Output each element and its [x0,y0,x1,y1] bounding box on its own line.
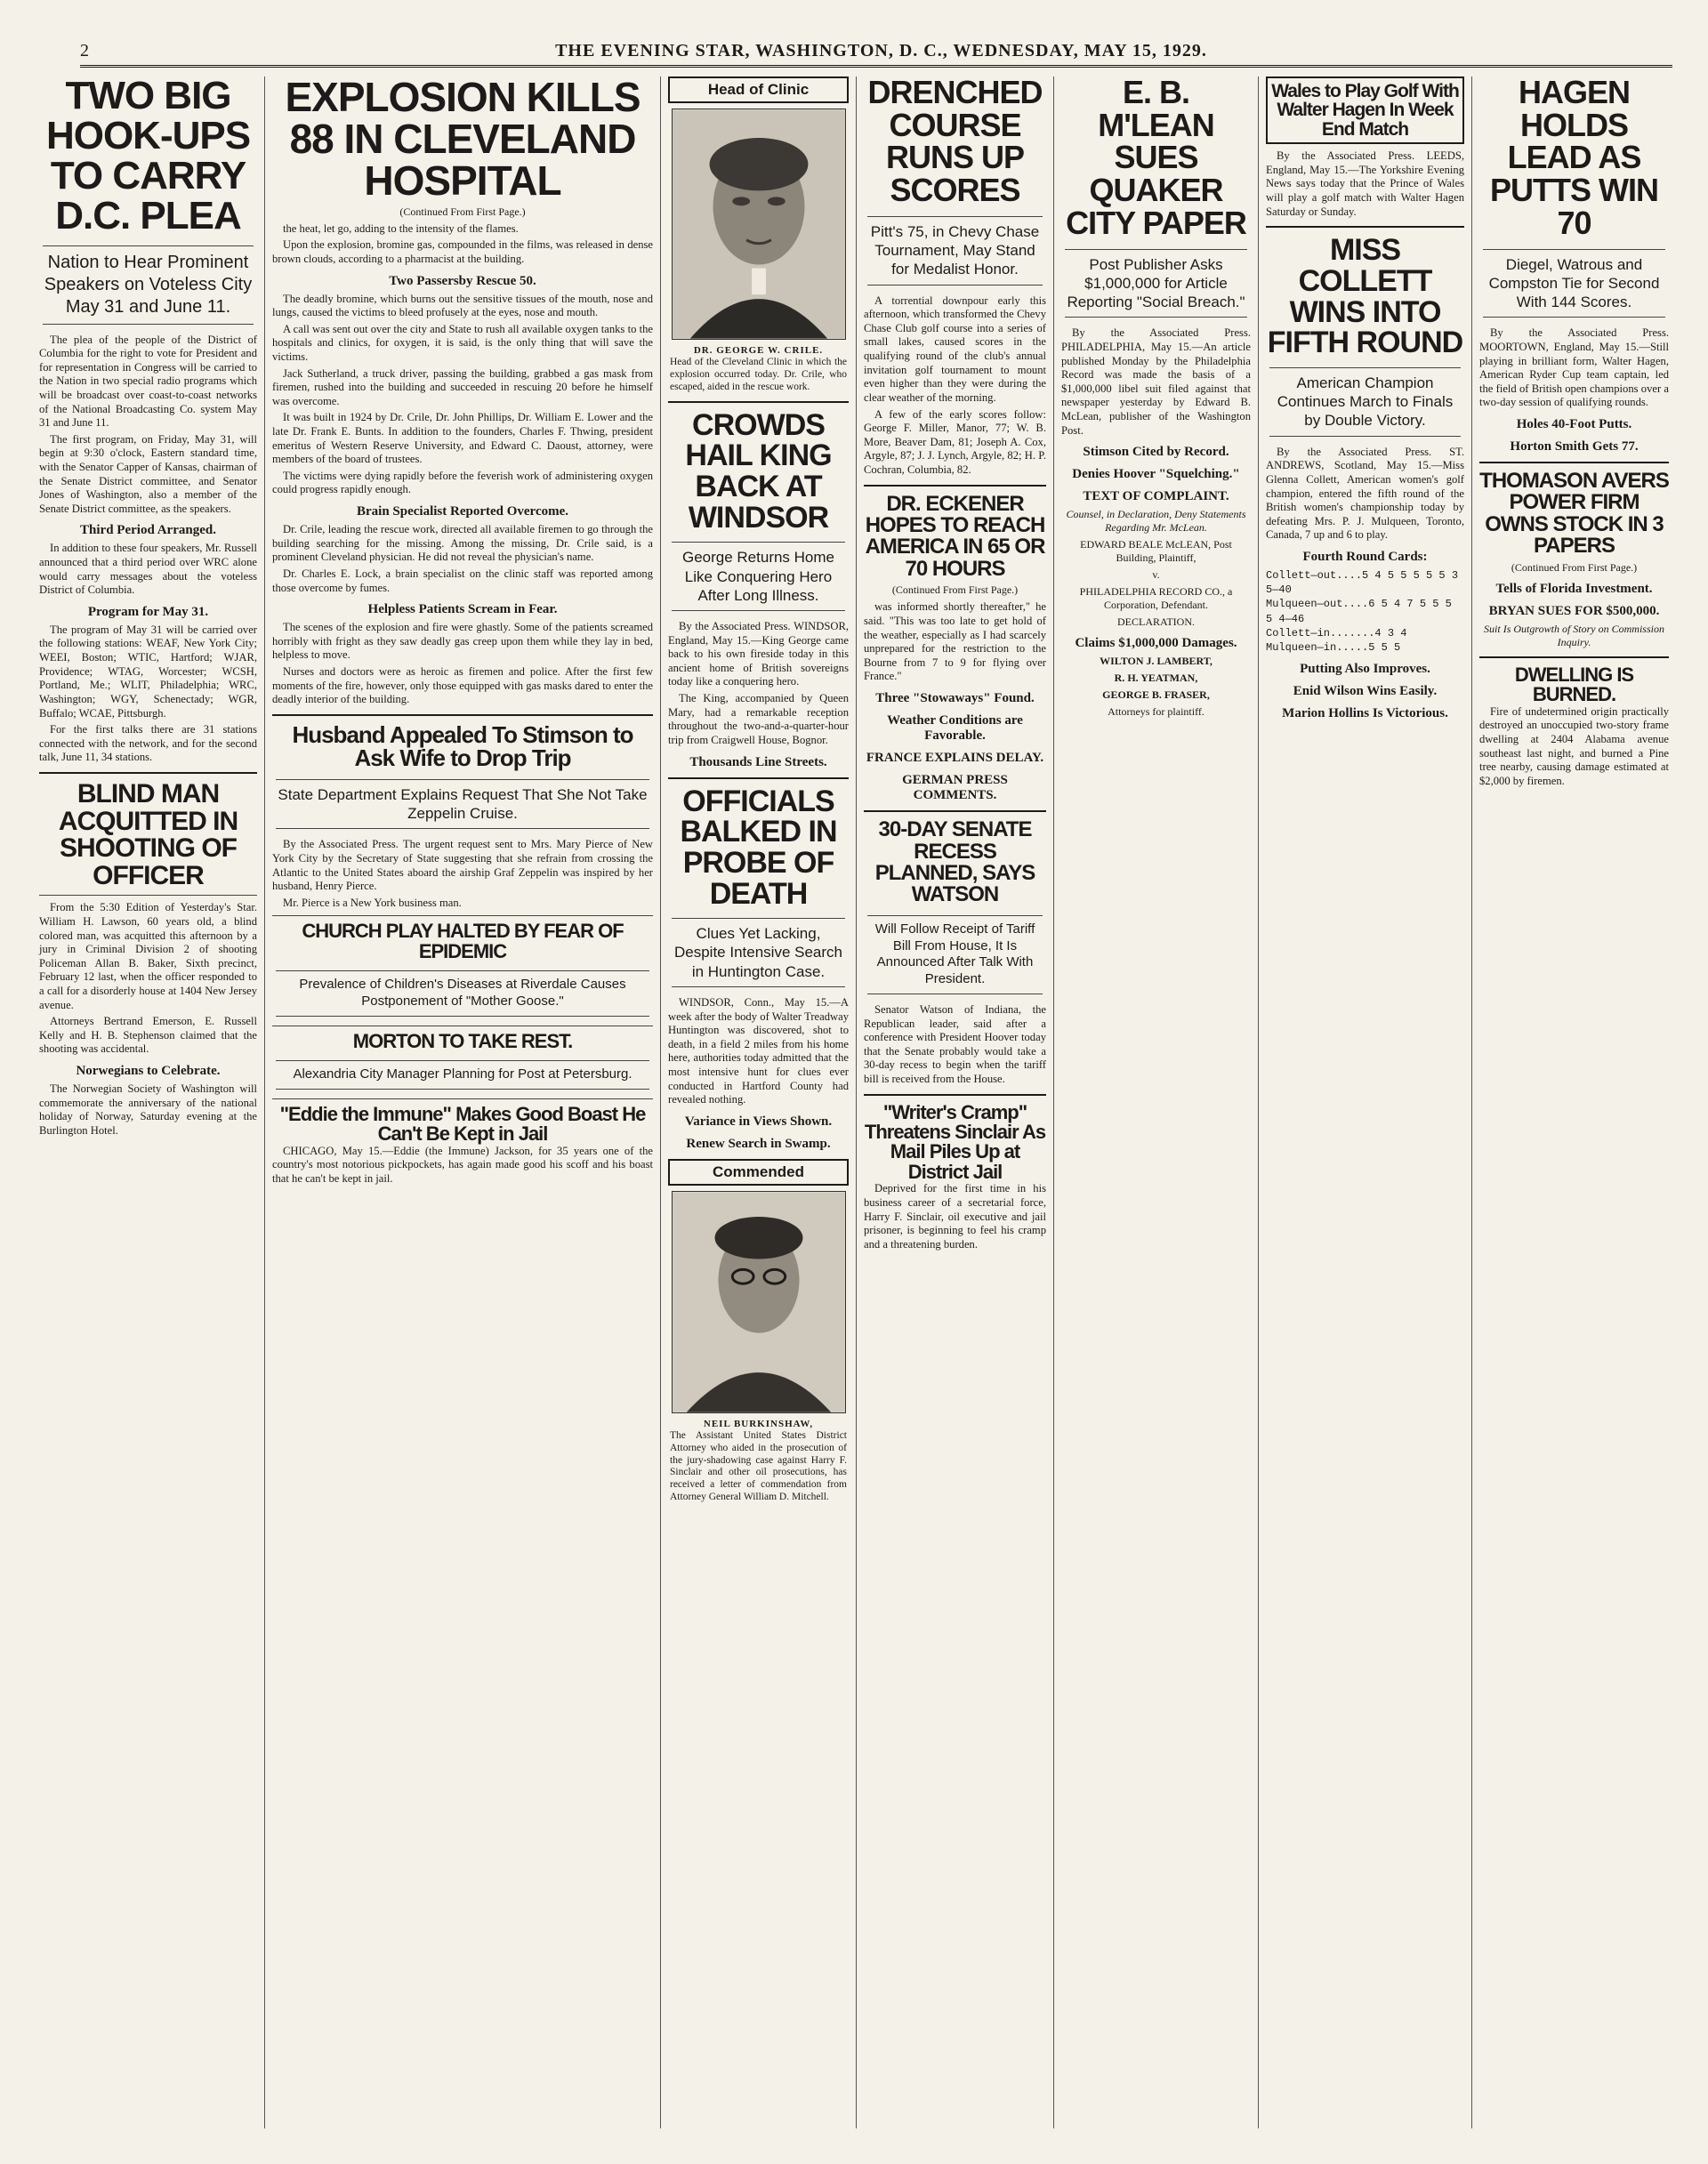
article-paragraph: A torrential downpour early this afternoon, which transformed the Chevy Chase Club golf course into a series of small lakes, caused scores in the qualifying round of the club's annual invitation golf tournament to mount even higher than they were during the clear weather of the morning. [864,294,1046,404]
thin-rule [39,895,257,896]
article-paragraph: The first program, on Friday, May 31, will begin at 9:30 o'clock, Eastern standard time, with the Senator Capper of Kansas, chairman of the Senate District committee, and Senator Jones of Washington, also a member of the Senate District committee, as the speakers. [39,432,257,515]
article-paragraph: By the Associated Press. MOORTOWN, England, May 15.—Still playing in brilliant form, Walter Hagen, American Ryder Cup team captain, led the field of British open champions over a two-day session of qualifying rounds. [1479,326,1669,409]
deck-miss-collett: American Champion Continues March to Finals by Double Victory. [1269,367,1461,437]
subhead: BRYAN SUES FOR $500,000. [1488,603,1660,618]
headline-senate-recess: 30-DAY SENATE RECESS PLANNED, SAYS WATSON [874,817,1035,907]
subhead: Stimson Cited by Record. [1083,445,1229,460]
complaint-caption-line: PHILADELPHIA RECORD CO., a Corporation, Defendant. [1079,585,1233,612]
headline-drenched-course: DRENCHED COURSE RUNS UP SCORES [867,76,1043,209]
deck-senate-recess: Will Follow Receipt of Tariff Bill From House, It Is Announced After Talk With President. [867,915,1043,994]
column-3 [661,76,857,2128]
article-paragraph: the heat, let go, adding to the intensity of the flames. [283,221,519,235]
score-card-line: Collett—out....5 4 5 5 5 5 5 3 5—40 [1266,568,1459,597]
article-paragraph: By the Associated Press. LEEDS, England, May 15.—The Yorkshire Evening News says today that the Prince of Wales will play a golf match with Walter Hagen Saturday or Sunday. [1266,149,1464,218]
article-paragraph: By the Associated Press. WINDSOR, England, May 15.—King George came back to his own fireside today in this ancient home of British sovereigns today like a conquering hero. [668,620,849,688]
column-rule [272,714,653,716]
photo-label-head-of-clinic: Head of Clinic [668,76,849,103]
column-4 [857,76,1054,2128]
column-rule [1266,226,1464,228]
complaint-caption-line: EDWARD BEALE McLEAN, Post Building, Plaintiff, [1080,538,1232,565]
subhead: Two Passersby Rescue 50. [389,273,536,288]
article-paragraph: was informed shortly thereafter," he said. "This was too late to get hold of the weather, especially as I had scarcely unprepared for the restriction to the Bourne from 7 to 9 for flying over France." [864,600,1046,683]
column-6 [1259,76,1472,2128]
column-rule [668,777,849,779]
column-rule [1479,656,1669,658]
subhead: Enid Wilson Wins Easily. [1293,684,1438,699]
page-number: 2 [80,41,90,60]
headline-dwelling-burned: DWELLING IS BURNED. [1514,663,1634,706]
thin-rule [272,915,653,916]
subhead: GERMAN PRESS COMMENTS. [902,773,1008,803]
caption-text: The Assistant United States District Attorney who aided in the prosecution of the jury-shadowing case against Harry F. Sinclair and other oil prosecutions, has received a letter of commendation from Attorney General William D. Mitchell. [670,1430,847,1502]
complaint-caption-line: DECLARATION. [1117,615,1195,629]
masthead-line: THE EVENING STAR, WASHINGTON, D. C., WEDNESDAY, MAY 15, 1929. [555,41,1207,60]
complaint-caption-line: v. [1152,568,1160,582]
subhead: Horton Smith Gets 77. [1510,439,1639,454]
headline-morton: MORTON TO TAKE REST. [352,1029,573,1052]
headline-officials-balked: OFFICIALS BALKED IN PROBE OF DEATH [680,784,837,911]
column-rule [39,772,257,774]
headline-blind-man: BLIND MAN ACQUITTED IN SHOOTING OF OFFICER [58,778,238,890]
article-paragraph: In addition to these four speakers, Mr. Russell announced that a third period over WRC alone would carry messages about the voteless District of Columbia. [39,542,257,597]
subhead-deck: Counsel, in Declaration, Deny Statements Regarding Mr. McLean. [1066,508,1246,535]
column-7 [1472,76,1676,2128]
deck-mclean-sues: Post Publisher Asks $1,000,000 for Article Reporting "Social Breach." [1065,249,1247,318]
subhead: Program for May 31. [87,604,209,619]
subhead: FRANCE EXPLAINS DELAY. [866,751,1044,766]
article-paragraph: From the 5:30 Edition of Yesterday's Star. William H. Lawson, 60 years old, a blind colored man, was acquitted this afternoon by a jury in Criminal Division 2 of shooting Policeman Allan B. Baker, Sixth precinct, February 12 last, when the officer responded to a call for a disorderly house at 1404 New Jersey avenue. [39,901,257,1011]
article-paragraph: Dr. Crile, leading the rescue work, directed all available firemen to go through the building searching for the missing. Among the missing, Dr. Crile said, is a prominent Cleveland physician. He did not reveal the physician's name. [272,523,653,564]
subhead: Renew Search in Swamp. [686,1136,831,1151]
headline-hookups: TWO BIG HOOK-UPS TO CARRY D.C. PLEA [45,76,251,237]
continued-note: (Continued From First Page.) [1511,560,1638,574]
deck-officials-balked: Clues Yet Lacking, Despite Intensive Search in Huntington Case. [672,918,845,987]
column-rule [1479,462,1669,463]
article-paragraph: By the Associated Press. ST. ANDREWS, Scotland, May 15.—Miss Glenna Collett, American women's golf champion, entered the fifth round of the British women's championship today by defeating Mrs. P. J. Mulqueen, Toronto, Canada, 7 up and 6 to play. [1266,445,1464,542]
subhead: Weather Conditions are Favorable. [887,713,1023,744]
caption-name: NEIL BURKINSHAW, [703,1418,814,1429]
page-folio [80,36,1672,68]
deck-drenched-course: Pitt's 75, in Chevy Chase Tournament, May Stand for Medalist Honor. [867,216,1043,286]
caption-name: DR. GEORGE W. CRILE. [693,345,824,356]
column-2 [265,76,661,2128]
score-card-line: Collett—in.......4 3 4 [1266,626,1407,640]
headline-thomason: THOMASON AVERS POWER FIRM OWNS STOCK IN 3 PAPERS [1479,469,1669,559]
article-paragraph: For the first talks there are 31 stations connected with the network, and for the second talk, June 11, 34 stations. [39,723,257,764]
headline-eddie-immune: "Eddie the Immune" Makes Good Boast He Can't Be Kept in Jail [279,1102,646,1146]
article-paragraph: By the Associated Press. The urgent request sent to Mrs. Mary Pierce of New York City by the Secretary of State suggesting that she refrain from crossing the Atlantic to the United States aboard the airship Graf Zeppelin was inspired by her husband, Henry Pierce. [272,838,653,893]
article-paragraph: Senator Watson of Indiana, the Republican leader, said after a conference with President Hoover today that the Senate probably would take a 30-day recess to begin when the tariff bill is received from the House. [864,1002,1046,1085]
burkinshaw-portrait [672,1191,846,1413]
column-rule [864,485,1046,487]
subhead: Helpless Patients Scream in Fear. [367,602,558,617]
article-paragraph: Jack Sutherland, a truck driver, passing the building, grabbed a gas mask from firemen, rushed into the building and succeeded in rescuing 20 before he himself was overcome. [272,366,653,407]
article-paragraph: Fire of undetermined origin practically destroyed an unoccupied two-story frame dwelling at 2404 Alabama avenue southeast last night, and burned a Pine tree nearby, causing damage estimated at $2,000 by firemen. [1479,704,1669,787]
photo-caption [670,345,847,394]
headline-explosion: EXPLOSION KILLS 88 IN CLEVELAND HOSPITAL [285,76,640,204]
subhead: Claims $1,000,000 Damages. [1075,636,1237,651]
subhead: TEXT OF COMPLAINT. [1083,489,1229,504]
column-5 [1054,76,1259,2128]
continued-note: (Continued From First Page.) [891,583,1019,597]
headline-writers-cramp: "Writer's Cramp" Threatens Sinclair As Mail Piles Up at District Jail [864,1100,1046,1183]
article-paragraph: Deprived for the first time in his business career of a secretarial force, Harry F. Sinclair, oil executive and jail prisoner, is beginning to feel his cramp and a threatening burden. [864,1182,1046,1251]
article-paragraph: Nurses and doctors were as heroic as firemen and police. After the first few moments of the fire, however, only those equipped with gas masks dared to enter the deadly interior of the building. [272,664,653,706]
article-paragraph: The program of May 31 will be carried over the following stations: WEAF, New York City; WEEI, Boston; WTIC, Hartford; WJAR, Providence; WTAG, Worcester; WCSH, Portland, Me.; WLIT, Philadelphia; WRC, Washington; WGY, Schenectady; WGR, Buffalo; WCAE, Pittsburgh. [39,623,257,720]
subhead: Norwegians to Celebrate. [76,1064,221,1079]
column-rule [864,810,1046,812]
headline-eckener: DR. ECKENER HOPES TO REACH AMERICA IN 65 OR 70 HOURS [865,491,1045,581]
article-paragraph: Attorneys Bertrand Emerson, E. Russell Kelly and H. B. Stephenson claimed that the shooting was accidental. [39,1015,257,1056]
score-card-line: Mulqueen—in.....5 5 5 [1266,640,1401,654]
photo-label-commended: Commended [668,1159,849,1186]
signature-line: GEORGE B. FRASER, [1102,688,1210,702]
score-card-line: Mulqueen—out....6 5 4 7 5 5 5 5 4—46 [1266,598,1452,625]
headline-hagen-holds-lead: HAGEN HOLDS LEAD AS PUTTS WIN 70 [1490,76,1658,241]
caption-text: Head of the Cleveland Clinic in which the explosion occurred today. Dr. Crile, who escaped, aided in the rescue work. [670,357,847,392]
portrait-image [673,109,845,339]
article-paragraph: Upon the explosion, bromine gas, compounded in the films, was released in dense brown clouds, according to a pharmacist at the building. [272,238,653,265]
headline-miss-collett: MISS COLLETT WINS INTO FIFTH ROUND [1267,233,1463,360]
signature-line: R. H. YEATMAN, [1114,672,1198,685]
photo-caption [670,1419,847,1504]
article-paragraph: The victims were dying rapidly before the feverish work of administering oxygen could progress rapidly enough. [272,469,653,496]
article-paragraph: WINDSOR, Conn., May 15.—A week after the body of Walter Treadway Huntington was discovered, shot to death, in a field 2 miles from his home here, authorities today admitted that the most intensive hunt for clues ever conducted in Hartford County had revealed nothing. [668,995,849,1106]
deck-hookups: Nation to Hear Prominent Speakers on Voteless City May 31 and June 11. [43,245,254,325]
deck-crowds-hail-king: George Returns Home Like Conquering Hero After Long Illness. [672,542,845,611]
subhead: Denies Hoover "Squelching." [1072,467,1240,482]
headline-wales-golf: Wales to Play Golf With Walter Hagen In Week End Match [1266,76,1464,144]
article-paragraph: A few of the early scores follow: George F. Miller, Manor, 77; W. B. More, Beaver Dam, 81; Joseph A. Cox, Argyle, 87; J. J. Lynch, Argyle, 82; H. P. Cochran, Columbia, 82. [864,407,1046,476]
article-paragraph: CHICAGO, May 15.—Eddie (the Immune) Jackson, for 35 years one of the country's most notorious pickpockets, has again made good his scoff and his boast that he can't be kept in jail. [272,1144,653,1186]
subhead: Tells of Florida Investment. [1495,581,1653,596]
thin-rule [272,1098,653,1099]
subhead: Fourth Round Cards: [1302,549,1428,564]
subhead: Brain Specialist Reported Overcome. [356,504,568,519]
deck-hagen: Diegel, Watrous and Compston Tie for Second With 144 Scores. [1483,249,1665,318]
article-paragraph: A call was sent out over the city and State to rush all available oxygen tanks to the hospitals and clinics, for oxygen, it is said, is the only thing that will save the victims. [272,322,653,363]
article-paragraph: The scenes of the explosion and fire were ghastly. Some of the patients screamed horribly with fright as they saw deadly gas creep upon them while they lay in bed, helpless to move. [272,621,653,662]
subhead: Variance in Views Shown. [684,1114,833,1129]
continued-note: (Continued From First Page.) [399,205,526,218]
article-paragraph: Dr. Charles E. Lock, a brain specialist on the clinic staff was reported among those overcome by fumes. [272,567,653,594]
subhead-deck: Suit Is Outgrowth of Story on Commission Inquiry. [1484,622,1664,648]
subhead: Three "Stowaways" Found. [875,691,1035,706]
subhead: Holes 40-Foot Putts. [1516,417,1632,431]
article-paragraph: Mr. Pierce is a New York business man. [283,896,462,909]
article-paragraph: The plea of the people of the District of Columbia for the right to vote for President and for representation in Congress will be carried to the Nation in two special radio programs which will be broadcast over coast-to-coast networks of the National Broadcasting Co. system May 31 and June 11. [39,333,257,430]
headline-church-play: CHURCH PLAY HALTED BY FEAR OF EPIDEMIC [302,920,624,962]
subhead: Putting Also Improves. [1300,662,1430,677]
deck-morton: Alexandria City Manager Planning for Post at Petersburg. [276,1060,649,1090]
signature-role: Attorneys for plaintiff. [1108,705,1204,719]
subhead: Marion Hollins Is Victorious. [1282,706,1448,721]
article-paragraph: The deadly bromine, which burns out the sensitive tissues of the mouth, nose and lungs, caused the victims to bleed profusely at the eyes, nose and mouth. [272,292,653,319]
article-paragraph: It was built in 1924 by Dr. Crile, Dr. John Phillips, Dr. William E. Lower and the late Dr. Frank E. Bunts. In addition to the founders, Charles F. Thwing, president emeritus of Western Reserve University, and Edward C. Daoust, attorney, were members of the board of trustees. [272,411,653,466]
article-paragraph: The Norwegian Society of Washington will commemorate the anniversary of the national holiday of Norway, Saturday evening at the Burlington Hotel. [39,1082,257,1137]
column-1 [32,76,265,2128]
headline-mclean-sues: E. B. M'LEAN SUES QUAKER CITY PAPER [1066,76,1246,241]
column-rule [668,401,849,403]
article-paragraph: By the Associated Press. PHILADELPHIA, May 15.—An article published Monday by the Philadelphia Record was made the basis of a $1,000,000 libel suit filed against that newspaper yesterday by Edward B. McLean, publisher of the Washington Post. [1061,326,1251,437]
subhead: Third Period Arranged. [80,523,216,538]
article-paragraph: The King, accompanied by Queen Mary, had a remarkable reception throughout the two-and-a-quarter-hour trip from Craigwell House, Bognor. [668,692,849,746]
headline-husband-appealed: Husband Appealed To Stimson to Ask Wife to Drop Trip [292,720,633,772]
deck-church-play: Prevalence of Children's Diseases at Riverdale Causes Postponement of "Mother Goose." [276,970,649,1017]
column-rule [864,1094,1046,1096]
portrait-image [673,1192,845,1412]
headline-crowds-hail-king: CROWDS HAIL KING BACK AT WINDSOR [685,407,832,535]
subhead: Thousands Line Streets. [689,754,827,769]
signature-line: WILTON J. LAMBERT, [1100,655,1213,668]
crile-portrait [672,109,846,340]
deck-husband-appealed: State Department Explains Request That She Not Take Zeppelin Cruise. [276,779,649,830]
